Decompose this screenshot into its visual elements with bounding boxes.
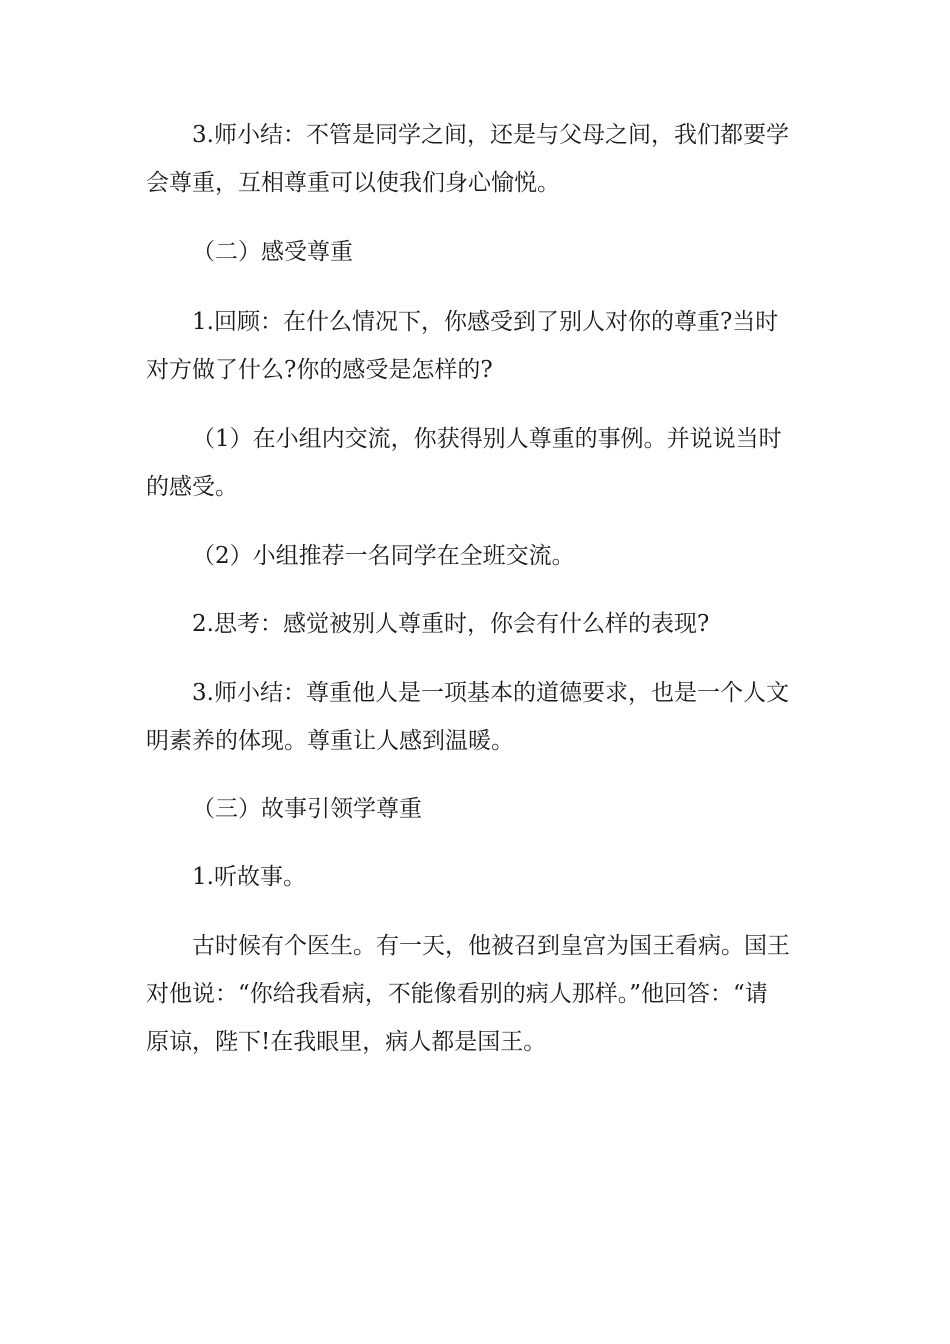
paragraph-story xyxy=(146,922,810,1066)
text-line: 1.听故事。 xyxy=(192,864,306,890)
text-line: （1）在小组内交流，你获得别人尊重的事例。并说说当时 xyxy=(192,426,782,452)
section-heading-3 xyxy=(146,785,810,833)
paragraph-listen-story xyxy=(146,853,810,901)
paragraph-summary-3 xyxy=(146,669,810,765)
text-line: 会尊重，互相尊重可以使我们身心愉悦。 xyxy=(146,170,560,196)
paragraph-summary-1 xyxy=(146,111,810,207)
text-line: （2）小组推荐一名同学在全班交流。 xyxy=(192,543,575,569)
paragraph-group-recommend xyxy=(146,532,810,580)
text-line: 对方做了什么?你的感受是怎样的? xyxy=(146,357,493,383)
paragraph-review xyxy=(146,298,810,394)
text-line: 古时候有个医生。有一天，他被召到皇宫为国王看病。国王 xyxy=(192,933,790,959)
text-line: 对他说：“你给我看病，不能像看别的病人那样。”他回答：“请 xyxy=(146,981,768,1007)
paragraph-think xyxy=(146,600,810,648)
text-line: 原谅，陛下!在我眼里，病人都是国王。 xyxy=(146,1029,547,1055)
section-heading-2 xyxy=(146,228,810,276)
text-line: 1.回顾：在什么情况下，你感受到了别人对你的尊重?当时 xyxy=(192,309,779,335)
text-line: 明素养的体现。尊重让人感到温暖。 xyxy=(146,728,514,754)
text-line: 3.师小结：不管是同学之间，还是与父母之间，我们都要学 xyxy=(192,122,789,148)
text-line: 3.师小结：尊重他人是一项基本的道德要求，也是一个人文 xyxy=(192,680,789,706)
text-line: 的感受。 xyxy=(146,474,238,500)
paragraph-group-discussion xyxy=(146,415,810,511)
text-line: （三）故事引领学尊重 xyxy=(192,796,422,822)
text-line: （二）感受尊重 xyxy=(192,239,353,265)
text-line: 2.思考：感觉被别人尊重时，你会有什么样的表现? xyxy=(192,611,710,637)
